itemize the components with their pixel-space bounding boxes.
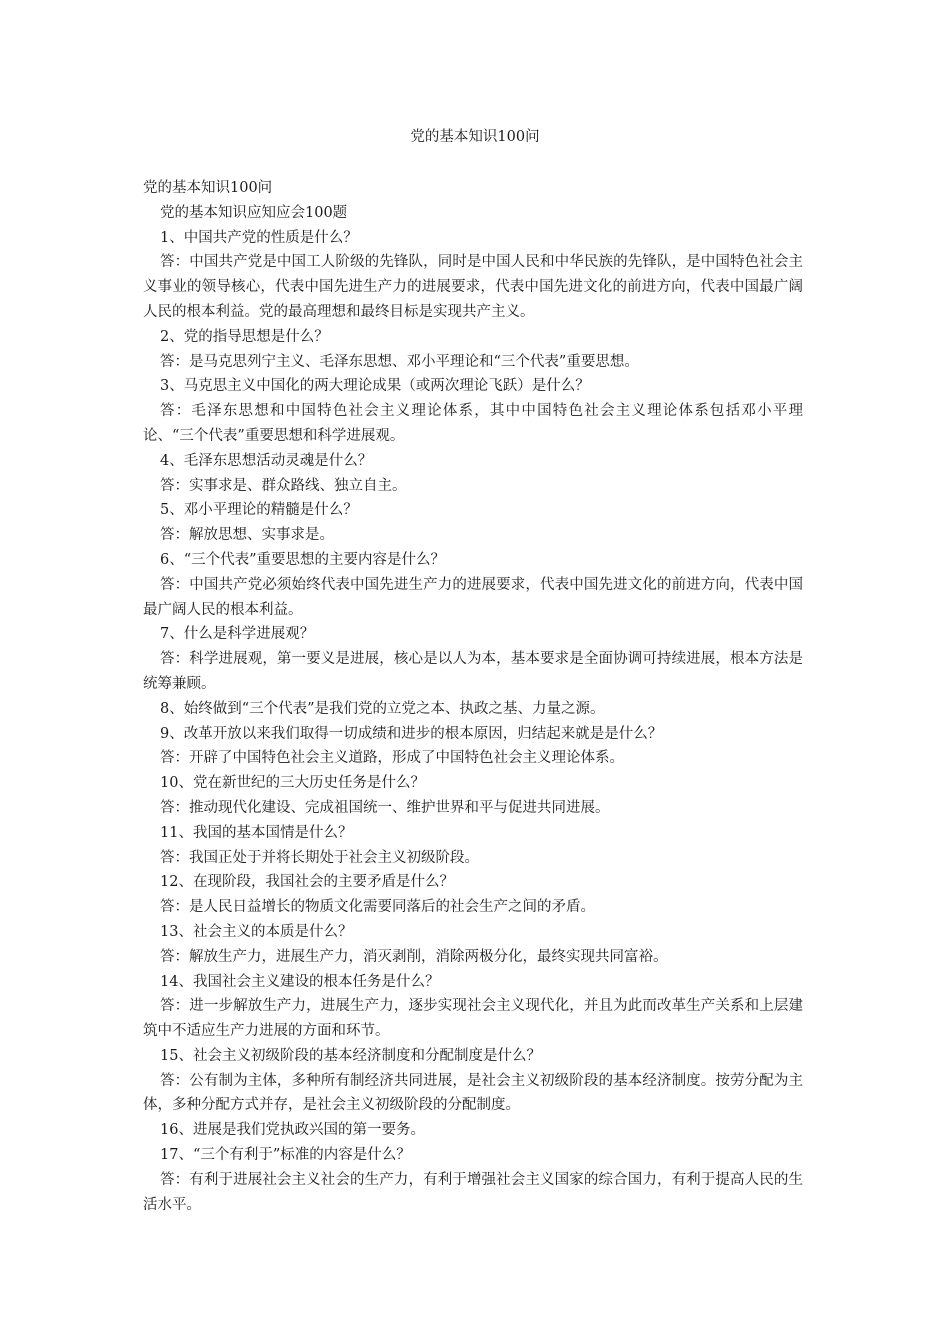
paragraph: 11、我国的基本国情是什么？: [160, 824, 353, 841]
paragraph: 10、党在新世纪的三大历史任务是什么？: [160, 775, 425, 792]
paragraph: 党的基本知识100问: [143, 180, 273, 196]
paragraph: 2、党的指导思想是什么？: [160, 328, 329, 345]
paragraph: 6、“三个代表”重要思想的主要内容是什么？: [160, 551, 446, 568]
paragraph: 9、改革开放以来我们取得一切成绩和进步的根本原因，归结起来就是是什么？: [160, 725, 663, 742]
paragraph: 答：解放思想、实事求是。: [160, 527, 334, 544]
paragraph: 3、马克思主义中国化的两大理论成果（或两次理论飞跃）是什么？: [160, 378, 590, 395]
paragraph: 答：是人民日益增长的物质文化需要同落后的社会生产之间的矛盾。: [160, 899, 595, 916]
paragraph: 答：是马克思列宁主义、毛泽东思想、邓小平理论和“三个代表”重要思想。: [160, 353, 639, 370]
paragraph: 答：毛泽东思想和中国特色社会主义理论体系，其中中国特色社会主义理论体系包括邓小平理论、“三个代表”重要思想和科学进展观。: [143, 403, 803, 444]
paragraph: 4、毛泽东思想活动灵魂是什么？: [160, 452, 373, 469]
paragraph: 5、邓小平理论的精髓是什么？: [160, 502, 358, 519]
paragraph: 答：中国共产党必须始终代表中国先进生产力的进展要求，代表中国先进文化的前进方向，代表中国最广阔人民的根本利益。: [143, 576, 803, 618]
paragraph: 答：中国共产党是中国工人阶级的先锋队，同时是中国人民和中华民族的先锋队，是中国特色社会主义事业的领导核心，代表中国先进生产力的进展要求，代表中国先进文化的前进方向，代表中国最广阔人民的根本利益。党的最高理想和最终目标是实现共产主义。: [143, 254, 803, 320]
paragraph: 党的基本知识应知应会100题: [160, 204, 348, 221]
paragraph: 14、我国社会主义建设的根本任务是什么？: [160, 973, 440, 990]
paragraph: 12、在现阶段，我国社会的主要矛盾是什么？: [160, 874, 454, 891]
document-title: 党的基本知识100问: [410, 129, 540, 145]
paragraph: 答：开辟了中国特色社会主义道路，形成了中国特色社会主义理论体系。: [160, 750, 624, 767]
paragraph: 答：我国正处于并将长期处于社会主义初级阶段。: [160, 849, 479, 866]
paragraph: 答：科学进展观，第一要义是进展，核心是以人为本，基本要求是全面协调可持续进展，根本方法是统筹兼顾。: [143, 651, 803, 692]
document-body: [143, 176, 803, 1217]
paragraph: 17、“三个有利于”标准的内容是什么？: [160, 1147, 411, 1164]
paragraph: 16、进展是我们党执政兴国的第一要务。: [160, 1122, 425, 1139]
paragraph: 1、中国共产党的性质是什么？: [160, 229, 358, 246]
paragraph: 答：公有制为主体，多种所有制经济共同进展，是社会主义初级阶段的基本经济制度。按劳分配为主体，多种分配方式并存，是社会主义初级阶段的分配制度。: [143, 1072, 803, 1114]
paragraph: 答：推动现代化建设、完成祖国统一、维护世界和平与促进共同进展。: [160, 799, 610, 816]
paragraph: 13、社会主义的本质是什么？: [160, 923, 353, 940]
paragraph: 答：有利于进展社会主义社会的生产力，有利于增强社会主义国家的综合国力，有利于提高人民的生活水平。: [143, 1171, 803, 1213]
paragraph: 答：进一步解放生产力，进展生产力，逐步实现社会主义现代化，并且为此而改革生产关系和上层建筑中不适应生产力进展的方面和环节。: [143, 998, 803, 1040]
paragraph: 15、社会主义初级阶段的基本经济制度和分配制度是什么？: [160, 1047, 541, 1064]
paragraph: 8、始终做到“三个代表”是我们党的立党之本、执政之基、力量之源。: [160, 700, 605, 717]
paragraph: 7、什么是科学进展观？: [160, 626, 315, 643]
paragraph: 答：解放生产力，进展生产力，消灭剥削，消除两极分化，最终实现共同富裕。: [160, 948, 668, 965]
paragraph: 答：实事求是、群众路线、独立自主。: [160, 477, 407, 494]
